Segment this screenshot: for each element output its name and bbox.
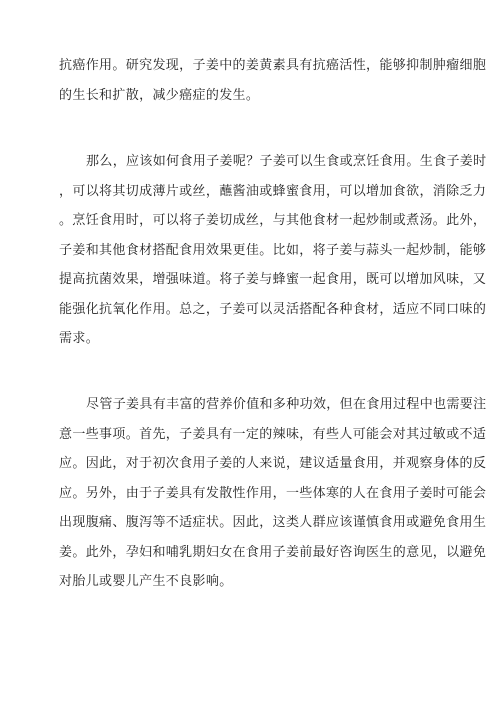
paragraph-3	[59, 390, 487, 597]
paragraph-line: 子姜和其他食材搭配食用效果更佳。比如，将子姜与蒜头一起炒制，能够	[59, 242, 487, 258]
paragraph-line: 提高抗菌效果，增强味道。将子姜与蜂蜜一起食用，既可以增加风味，又	[59, 272, 487, 287]
paragraph-line: ，可以将其切成薄片或丝，蘸酱油或蜂蜜食用，可以增加食欲，消除乏力	[59, 183, 487, 199]
paragraph-line: 尽管子姜具有丰富的营养价值和多种功效，但在食用过程中也需要注	[86, 397, 487, 412]
paragraph-line: 出现腹痛、腹泻等不适症状。因此，这类人群应该谨慎食用或避免食用生	[59, 515, 487, 530]
paragraph-line: 抗癌作用。研究发现，子姜中的姜黄素具有抗癌活性，能够抑制肿瘤细胞	[59, 58, 487, 73]
paragraph-line: 的生长和扩散，减少癌症的发生。	[59, 87, 260, 103]
paragraph-line: 。烹饪食用时，可以将子姜切成丝，与其他食材一起炒制或煮汤。此外，	[59, 213, 487, 228]
paragraph-1	[59, 51, 487, 110]
paragraph-line: 能强化抗氧化作用。总之，子姜可以灵活搭配各种食材，适应不同口味的	[59, 301, 487, 317]
paragraph-line: 需求。	[59, 331, 100, 346]
paragraph-line: 应。另外，由于子姜具有发散性作用，一些体寒的人在食用子姜时可能会	[59, 485, 487, 501]
paragraph-line: 意一些事项。首先，子姜具有一定的辣味，有些人可能会对其过敏或不适	[59, 426, 487, 442]
paragraph-2	[59, 147, 487, 354]
paragraph-line: 那么，应该如何食用子姜呢？子姜可以生食或烹饪食用。生食子姜时	[86, 154, 487, 169]
paragraph-line: 对胎儿或婴儿产生不良影响。	[59, 574, 233, 589]
paragraph-line: 姜。此外，孕妇和哺乳期妇女在食用子姜前最好咨询医生的意见，以避免	[59, 544, 487, 560]
paragraph-line: 应。因此，对于初次食用子姜的人来说，建议适量食用，并观察身体的反	[59, 456, 487, 471]
